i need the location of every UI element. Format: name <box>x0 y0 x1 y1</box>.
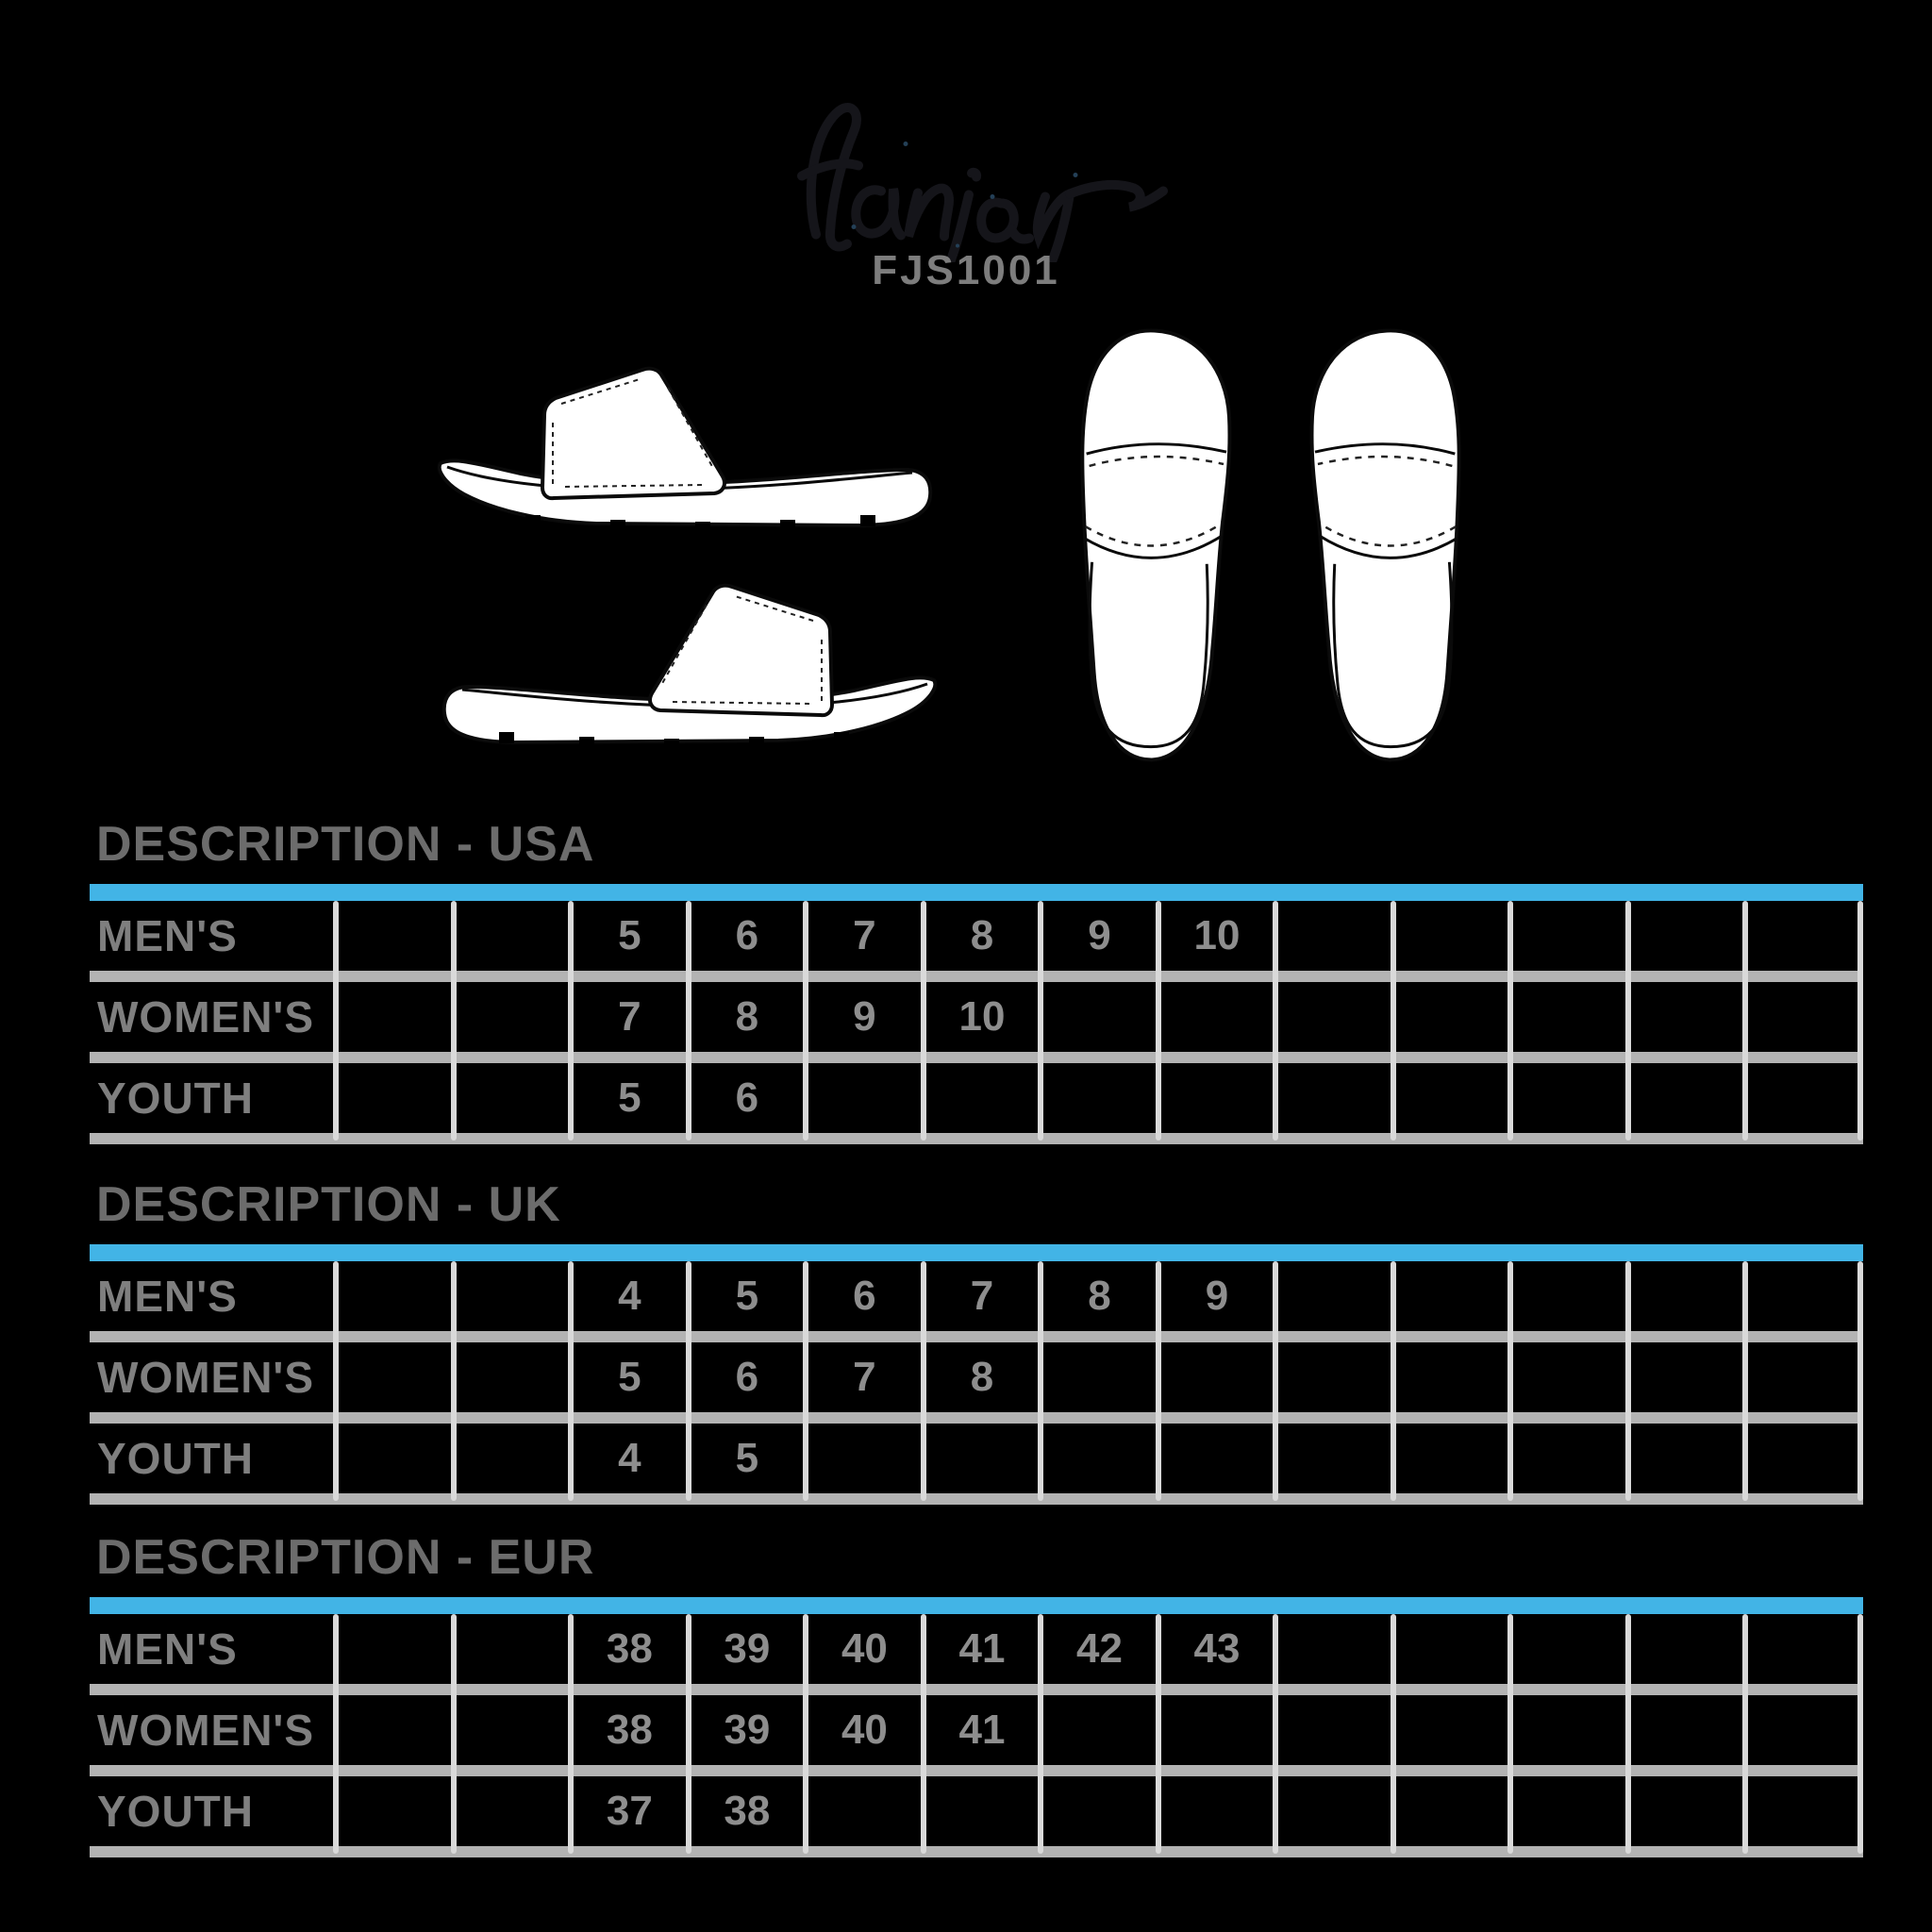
size-cell: 4 <box>618 1273 641 1319</box>
grid-line <box>1273 901 1278 1141</box>
size-cell <box>1393 1776 1511 1846</box>
size-cell: 10 <box>958 993 1006 1040</box>
size-cell: 5 <box>735 1273 759 1319</box>
size-cell <box>1510 1424 1628 1493</box>
size-cell: 40 <box>841 1707 888 1753</box>
grid-line <box>1156 1614 1161 1854</box>
grid-line <box>333 1261 339 1501</box>
size-cell <box>806 1776 924 1846</box>
size-cell <box>1275 1063 1393 1133</box>
size-cell: 8 <box>1088 1273 1111 1319</box>
size-table-grid <box>90 884 1863 1144</box>
size-cell: 8 <box>970 912 994 958</box>
table-row <box>90 1614 1863 1684</box>
grid-line <box>568 1614 574 1854</box>
size-cell <box>1275 1776 1393 1846</box>
size-cell <box>1745 1342 1863 1412</box>
size-cell <box>454 1695 572 1765</box>
size-cell <box>806 1424 924 1493</box>
grid-line <box>1156 1261 1161 1501</box>
table-row <box>90 901 1863 971</box>
grid-line <box>1625 1261 1631 1501</box>
grid-line <box>568 901 574 1141</box>
size-cell <box>1510 1342 1628 1412</box>
grid-line <box>1038 1614 1043 1854</box>
size-cell <box>1510 1063 1628 1133</box>
grid-line <box>451 1261 457 1501</box>
row-separator <box>90 1331 1863 1342</box>
grid-line <box>333 901 339 1141</box>
size-cell: 6 <box>853 1273 876 1319</box>
size-cell <box>1510 1695 1628 1765</box>
row-separator <box>90 1765 1863 1776</box>
size-cell: 8 <box>735 993 759 1040</box>
size-cell: 5 <box>618 1074 641 1121</box>
table-row <box>90 1695 1863 1765</box>
size-cell <box>1628 1342 1746 1412</box>
size-cell <box>336 1776 454 1846</box>
size-table-uk <box>90 1177 1863 1505</box>
grid-line <box>1857 1614 1863 1854</box>
size-cell <box>1041 1424 1158 1493</box>
row-separator <box>90 971 1863 982</box>
row-label: YOUTH <box>97 1074 254 1123</box>
grid-line <box>1625 901 1631 1141</box>
size-cell <box>806 1063 924 1133</box>
size-cell <box>454 1342 572 1412</box>
size-cell: 10 <box>1193 912 1241 958</box>
grid-line <box>1742 1261 1748 1501</box>
table-row <box>90 1424 1863 1493</box>
size-cell <box>1275 1424 1393 1493</box>
size-cell <box>336 1342 454 1412</box>
slide-sandal-side-view-icon <box>436 366 936 569</box>
size-cell <box>454 1424 572 1493</box>
row-label: YOUTH <box>97 1787 254 1836</box>
size-cell <box>1745 1063 1863 1133</box>
table-row <box>90 1063 1863 1133</box>
size-cell <box>336 1614 454 1684</box>
grid-line <box>1038 901 1043 1141</box>
size-cell <box>454 901 572 971</box>
size-cell <box>1393 982 1511 1052</box>
size-cell <box>1393 1342 1511 1412</box>
grid-line <box>921 1261 926 1501</box>
size-cell <box>924 1776 1041 1846</box>
size-cell <box>336 982 454 1052</box>
size-cell <box>1628 901 1746 971</box>
size-cell <box>1393 1424 1511 1493</box>
slide-sandal-pair-top-view-icon <box>1058 321 1483 772</box>
size-cell: 5 <box>735 1435 759 1481</box>
grid-line <box>1156 901 1161 1141</box>
grid-line <box>1507 1261 1513 1501</box>
size-cell <box>1158 1342 1276 1412</box>
table-bottom-bar <box>90 1846 1863 1857</box>
size-cell: 8 <box>970 1354 994 1400</box>
size-cell <box>336 1695 454 1765</box>
size-cell: 43 <box>1193 1625 1241 1672</box>
row-separator <box>90 1052 1863 1063</box>
grid-line <box>451 901 457 1141</box>
size-cell: 38 <box>606 1625 653 1672</box>
size-cell: 9 <box>1205 1273 1229 1319</box>
size-cell <box>454 1063 572 1133</box>
grid-line <box>1507 1614 1513 1854</box>
size-cell <box>1628 982 1746 1052</box>
size-cell <box>924 1063 1041 1133</box>
size-cell <box>1393 901 1511 971</box>
size-cell: 7 <box>853 912 876 958</box>
grid-line <box>1391 1261 1396 1501</box>
size-cell <box>1628 1614 1746 1684</box>
size-cell: 6 <box>735 1074 759 1121</box>
table-bottom-bar <box>90 1493 1863 1505</box>
grid-line <box>1391 901 1396 1141</box>
size-cell: 38 <box>724 1788 771 1834</box>
grid-line <box>333 1614 339 1854</box>
size-cell <box>1745 1776 1863 1846</box>
size-cell: 6 <box>735 1354 759 1400</box>
grid-line <box>686 1614 691 1854</box>
size-cell: 40 <box>841 1625 888 1672</box>
table-accent-bar <box>90 884 1863 901</box>
size-cell <box>1041 1063 1158 1133</box>
size-cell <box>1628 1261 1746 1331</box>
size-table-grid <box>90 1244 1863 1505</box>
size-cell: 39 <box>724 1625 771 1672</box>
size-table-usa <box>90 817 1863 1144</box>
size-cell: 41 <box>958 1625 1006 1672</box>
size-cell <box>1510 1614 1628 1684</box>
grid-line <box>568 1261 574 1501</box>
table-title: DESCRIPTION - USA <box>96 817 595 872</box>
size-cell <box>1393 1063 1511 1133</box>
table-row <box>90 982 1863 1052</box>
size-cell: 37 <box>606 1788 653 1834</box>
size-cell <box>1158 1776 1276 1846</box>
table-title: DESCRIPTION - UK <box>96 1177 561 1232</box>
grid-line <box>1857 901 1863 1141</box>
table-bottom-bar <box>90 1133 1863 1144</box>
size-cell: 39 <box>724 1707 771 1753</box>
size-cell <box>336 901 454 971</box>
size-cell <box>454 1776 572 1846</box>
size-cell <box>1628 1063 1746 1133</box>
grid-line <box>1038 1261 1043 1501</box>
size-cell <box>1745 901 1863 971</box>
table-title: DESCRIPTION - EUR <box>96 1530 595 1585</box>
size-cell <box>1510 1261 1628 1331</box>
grid-line <box>1742 1614 1748 1854</box>
size-cell <box>1275 1614 1393 1684</box>
size-cell <box>1745 1424 1863 1493</box>
row-label: YOUTH <box>97 1434 254 1483</box>
grid-line <box>1857 1261 1863 1501</box>
size-cell <box>336 1063 454 1133</box>
size-cell <box>1275 1342 1393 1412</box>
size-cell <box>1275 901 1393 971</box>
size-cell: 5 <box>618 912 641 958</box>
size-cell <box>1393 1614 1511 1684</box>
row-label: WOMEN'S <box>97 992 315 1041</box>
size-cell <box>1745 1261 1863 1331</box>
size-cell <box>1628 1776 1746 1846</box>
row-label: MEN'S <box>97 1624 238 1674</box>
size-cell <box>1745 1614 1863 1684</box>
grid-line <box>1625 1614 1631 1854</box>
size-cell <box>1158 1063 1276 1133</box>
size-cell <box>336 1424 454 1493</box>
row-separator <box>90 1412 1863 1424</box>
size-cell <box>1745 1695 1863 1765</box>
grid-line <box>803 1614 808 1854</box>
size-cell: 42 <box>1076 1625 1123 1672</box>
size-cell <box>1510 901 1628 971</box>
size-cell <box>454 1614 572 1684</box>
size-cell <box>454 1261 572 1331</box>
size-cell: 7 <box>970 1273 994 1319</box>
size-cell <box>1041 1342 1158 1412</box>
grid-line <box>451 1614 457 1854</box>
size-cell <box>1393 1695 1511 1765</box>
size-cell <box>1745 982 1863 1052</box>
row-label: MEN'S <box>97 911 238 960</box>
product-code: FJS1001 <box>872 247 1060 293</box>
table-accent-bar <box>90 1597 1863 1614</box>
grid-line <box>921 1614 926 1854</box>
table-row <box>90 1776 1863 1846</box>
size-cell <box>1275 1695 1393 1765</box>
size-cell <box>1041 982 1158 1052</box>
grid-line <box>803 901 808 1141</box>
grid-line <box>1742 901 1748 1141</box>
size-cell: 9 <box>1088 912 1111 958</box>
size-table-eur <box>90 1530 1863 1857</box>
row-label: WOMEN'S <box>97 1353 315 1402</box>
size-cell <box>336 1261 454 1331</box>
size-cell <box>1510 1776 1628 1846</box>
size-cell <box>1628 1424 1746 1493</box>
size-cell <box>1393 1261 1511 1331</box>
size-cell <box>1275 1261 1393 1331</box>
size-cell: 7 <box>618 993 641 1040</box>
grid-line <box>1507 901 1513 1141</box>
row-label: WOMEN'S <box>97 1706 315 1755</box>
grid-line <box>803 1261 808 1501</box>
size-cell: 7 <box>853 1354 876 1400</box>
grid-line <box>686 1261 691 1501</box>
slide-sandal-side-view-mirrored-icon <box>439 583 939 786</box>
size-cell: 4 <box>618 1435 641 1481</box>
grid-line <box>921 901 926 1141</box>
size-cell <box>1041 1776 1158 1846</box>
size-cell: 38 <box>606 1707 653 1753</box>
table-row <box>90 1342 1863 1412</box>
size-cell <box>1158 1424 1276 1493</box>
grid-line <box>686 901 691 1141</box>
brand-logo-script-icon <box>764 83 1170 262</box>
size-cell <box>1275 982 1393 1052</box>
size-cell: 5 <box>618 1354 641 1400</box>
size-cell <box>1041 1695 1158 1765</box>
size-cell <box>924 1424 1041 1493</box>
size-cell <box>1628 1695 1746 1765</box>
grid-line <box>1273 1261 1278 1501</box>
size-cell <box>1510 982 1628 1052</box>
size-cell <box>454 982 572 1052</box>
size-cell: 9 <box>853 993 876 1040</box>
grid-line <box>1391 1614 1396 1854</box>
row-separator <box>90 1684 1863 1695</box>
grid-line <box>1273 1614 1278 1854</box>
size-cell <box>1158 982 1276 1052</box>
row-label: MEN'S <box>97 1272 238 1321</box>
size-cell: 6 <box>735 912 759 958</box>
table-row <box>90 1261 1863 1331</box>
size-cell: 41 <box>958 1707 1006 1753</box>
size-table-grid <box>90 1597 1863 1857</box>
table-accent-bar <box>90 1244 1863 1261</box>
size-cell <box>1158 1695 1276 1765</box>
